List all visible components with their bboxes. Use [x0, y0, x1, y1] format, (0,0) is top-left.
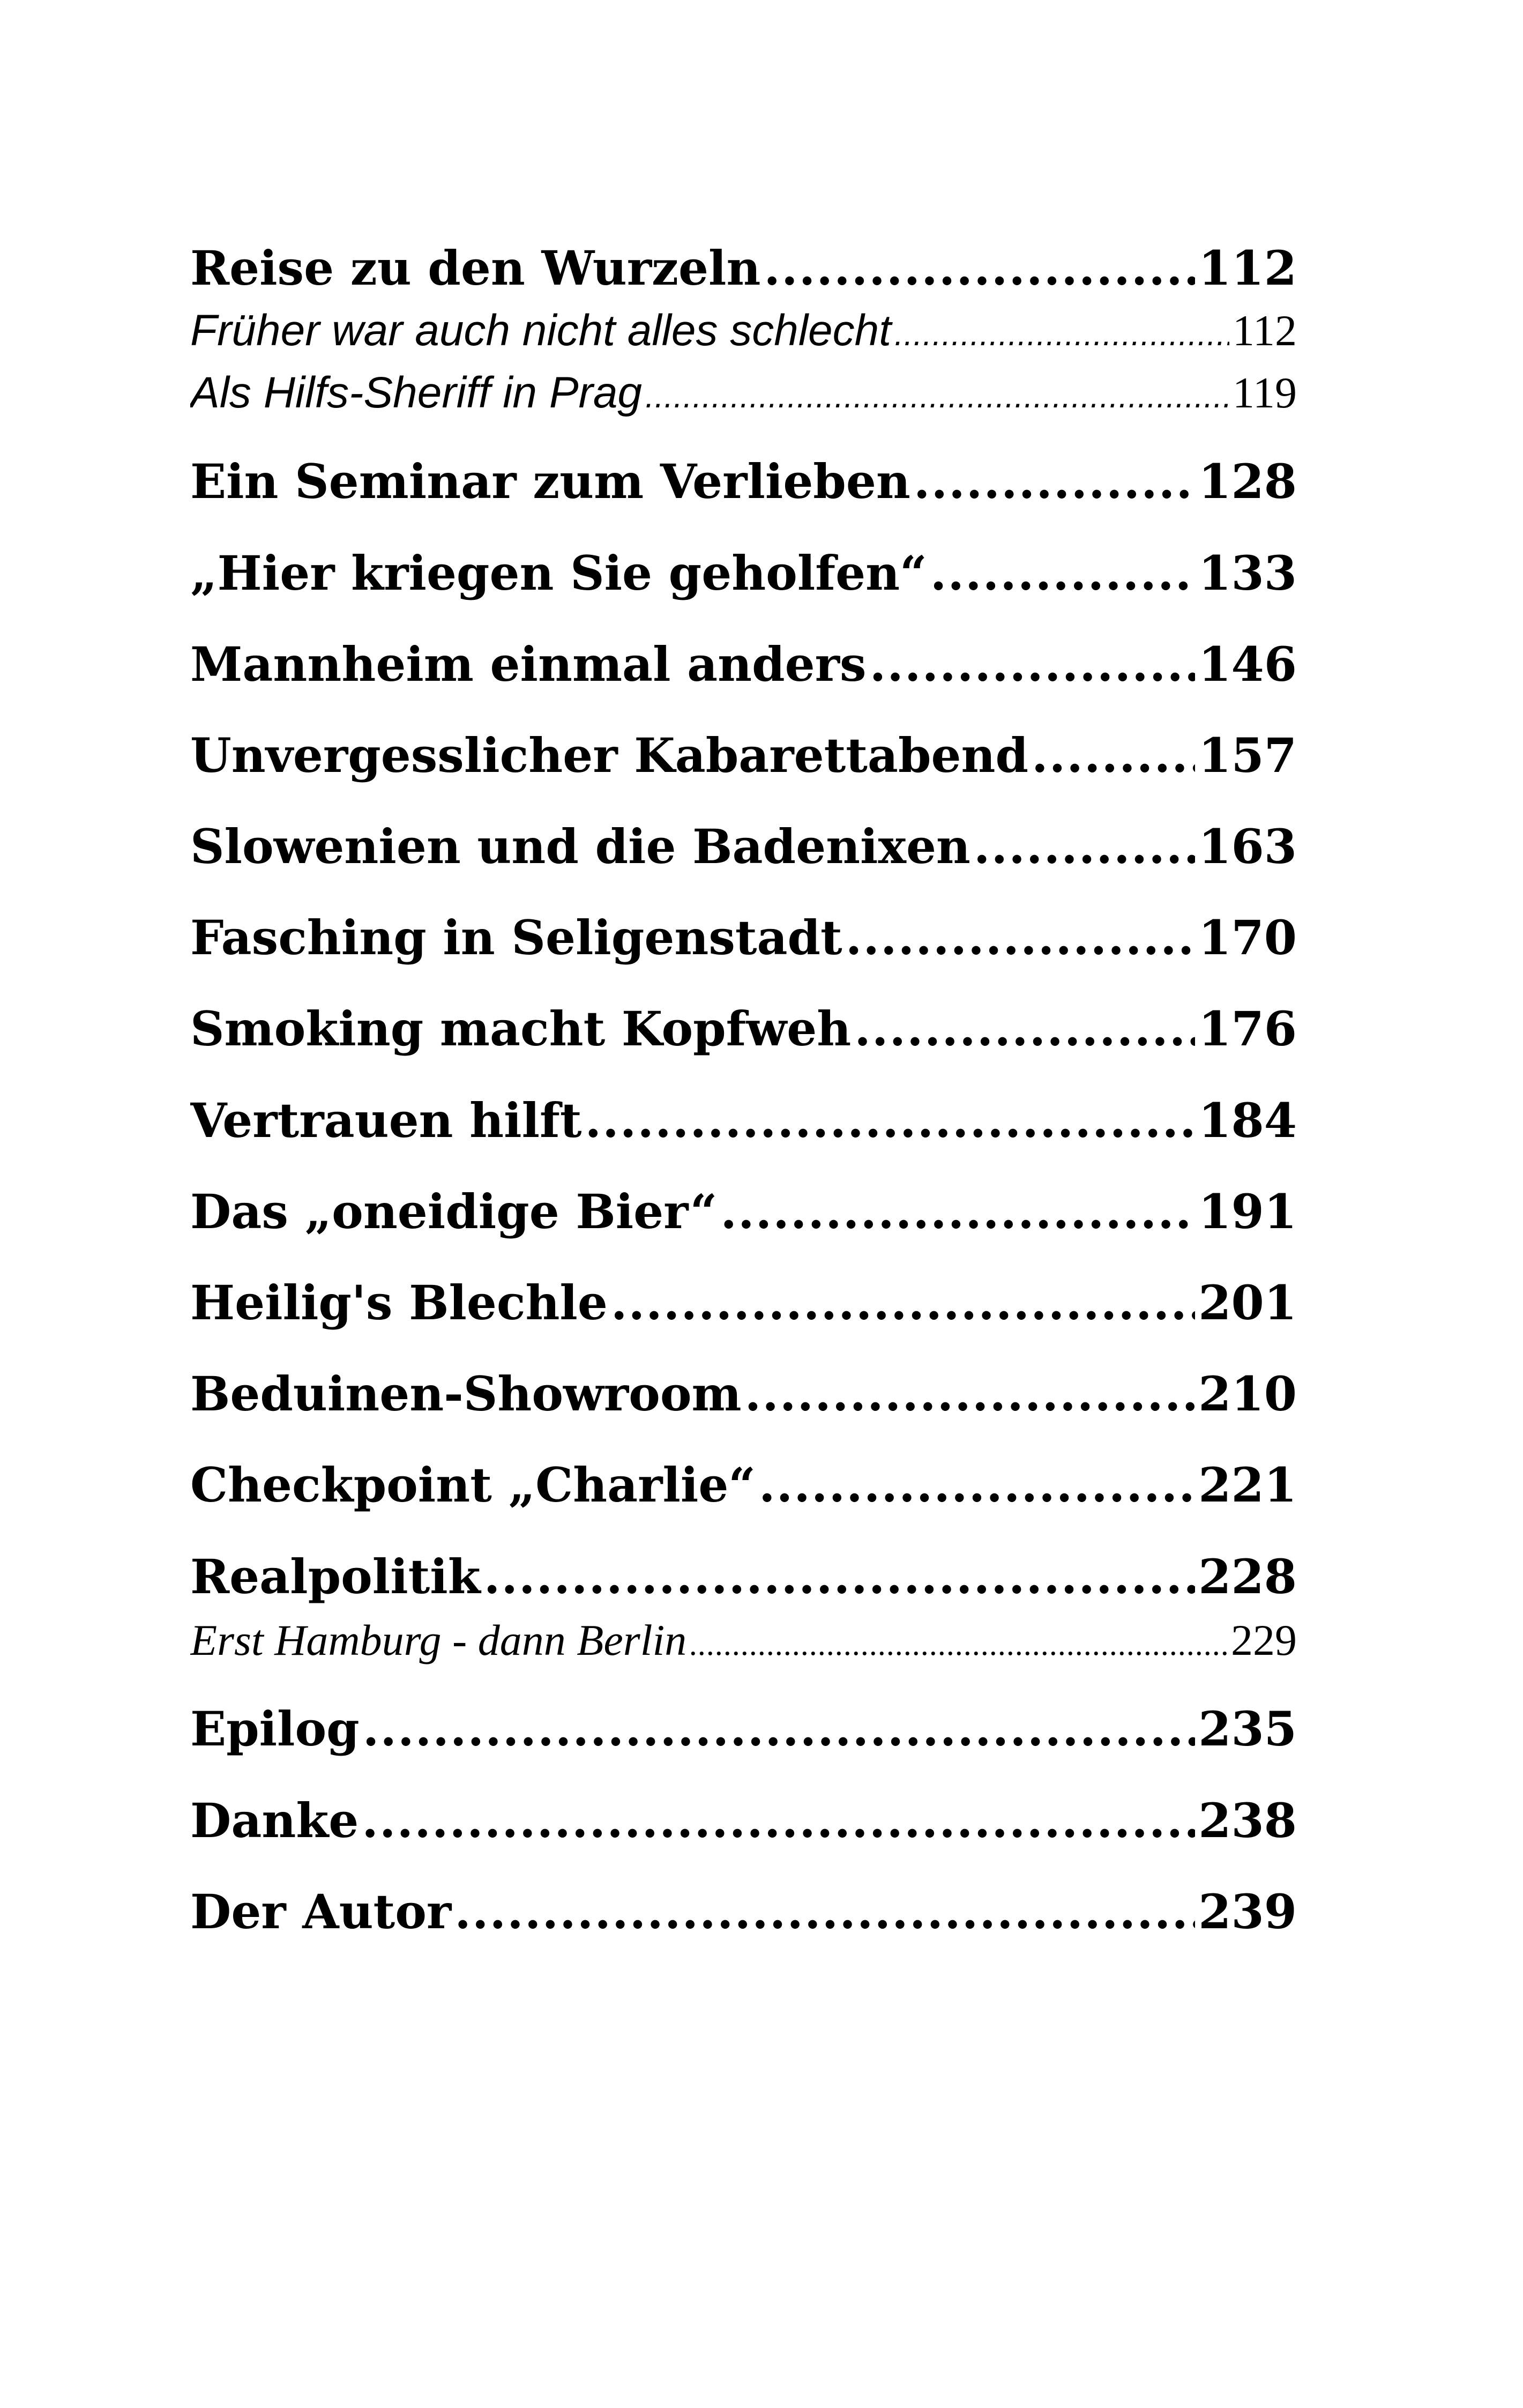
- toc-entry-page: 184: [1198, 1092, 1297, 1148]
- toc-entry-title: Checkpoint „Charlie“: [190, 1457, 756, 1513]
- toc-entry-page: 112: [1233, 306, 1297, 355]
- toc-entry[interactable]: [190, 1699, 1297, 1758]
- toc-entry-page: 170: [1198, 910, 1297, 965]
- dot-leader: [846, 908, 1196, 967]
- toc-entry-page: 201: [1198, 1275, 1297, 1331]
- dot-leader: [1032, 726, 1195, 785]
- toc-entry-title: Realpolitik: [190, 1549, 481, 1604]
- toc-entry[interactable]: [190, 1455, 1297, 1514]
- toc-entry-title: Früher war auch nicht alles schlecht: [190, 306, 892, 355]
- dot-leader: [645, 369, 1229, 421]
- toc-entry-title: Vertrauen hilft: [190, 1092, 582, 1148]
- dot-leader: [870, 635, 1196, 694]
- toc-entry-title: Beduinen-Showroom: [190, 1366, 742, 1422]
- dot-leader: [764, 239, 1195, 298]
- toc-entry-title: Der Autor: [190, 1884, 452, 1939]
- toc-entry-page: 112: [1198, 240, 1297, 296]
- toc-entry[interactable]: [190, 1091, 1297, 1150]
- dot-leader: [454, 1882, 1195, 1941]
- toc-entry-page: 235: [1198, 1701, 1297, 1757]
- toc-entry-page: 228: [1198, 1549, 1297, 1604]
- dot-leader: [585, 1091, 1196, 1150]
- toc-subentry[interactable]: [190, 1612, 1297, 1668]
- dot-leader: [759, 1455, 1195, 1514]
- toc-entry-title: Slowenien und die Badenixen: [190, 819, 970, 874]
- dot-leader: [720, 1182, 1195, 1241]
- table-of-contents: [190, 0, 1297, 2408]
- toc-entry-title: Danke: [190, 1793, 359, 1848]
- toc-entry[interactable]: [190, 1882, 1297, 1941]
- toc-entry-title: Das „oneidige Bier“: [190, 1184, 718, 1239]
- toc-entry-page: 176: [1198, 1001, 1297, 1057]
- dot-leader: [894, 307, 1229, 359]
- dot-leader: [914, 452, 1195, 511]
- toc-entry[interactable]: [190, 1791, 1297, 1850]
- dot-leader: [690, 1616, 1228, 1668]
- dot-leader: [974, 817, 1195, 876]
- toc-entry[interactable]: [190, 239, 1297, 298]
- toc-entry-title: Reise zu den Wurzeln: [190, 240, 761, 296]
- toc-entry-page: 238: [1198, 1793, 1297, 1848]
- dot-leader: [363, 1699, 1196, 1758]
- toc-entry[interactable]: [190, 1364, 1297, 1423]
- toc-entry[interactable]: [190, 1182, 1297, 1241]
- toc-entry-title: Epilog: [190, 1701, 360, 1757]
- toc-entry-title: Als Hilfs-Sheriff in Prag: [190, 368, 643, 417]
- toc-entry[interactable]: [190, 1547, 1297, 1606]
- dot-leader: [362, 1791, 1195, 1850]
- toc-subentry[interactable]: [190, 303, 1297, 359]
- toc-entry-title: Ein Seminar zum Verlieben: [190, 454, 910, 509]
- toc-entry-title: Smoking macht Kopfweh: [190, 1001, 852, 1057]
- dot-leader: [745, 1364, 1196, 1423]
- toc-entry-page: 119: [1233, 368, 1297, 417]
- toc-entry[interactable]: [190, 452, 1297, 511]
- toc-entry-page: 128: [1198, 454, 1297, 509]
- toc-entry-title: Mannheim einmal anders: [190, 636, 867, 692]
- toc-entry-page: 163: [1198, 819, 1297, 874]
- toc-entry-page: 229: [1231, 1616, 1297, 1664]
- toc-entry[interactable]: [190, 908, 1297, 967]
- dot-leader: [930, 544, 1196, 603]
- toc-entry-page: 239: [1198, 1884, 1297, 1939]
- toc-entry-page: 191: [1198, 1184, 1297, 1239]
- dot-leader: [611, 1273, 1195, 1332]
- toc-entry-title: „Hier kriegen Sie geholfen“: [190, 545, 927, 601]
- toc-entry[interactable]: [190, 999, 1297, 1058]
- toc-subentry[interactable]: [190, 365, 1297, 421]
- toc-entry[interactable]: [190, 817, 1297, 876]
- toc-entry[interactable]: [190, 544, 1297, 603]
- toc-entry-page: 133: [1198, 545, 1297, 601]
- toc-entry-title: Erst Hamburg - dann Berlin: [190, 1616, 687, 1664]
- toc-entry-title: Unvergesslicher Kabarettabend: [190, 727, 1028, 783]
- toc-entry-page: 221: [1198, 1457, 1297, 1513]
- dot-leader: [484, 1547, 1196, 1606]
- toc-entry[interactable]: [190, 1273, 1297, 1332]
- dot-leader: [854, 999, 1195, 1058]
- toc-entry[interactable]: [190, 635, 1297, 694]
- toc-entry-title: Fasching in Seligenstadt: [190, 910, 842, 965]
- toc-entry-page: 157: [1198, 727, 1297, 783]
- toc-entry-page: 210: [1198, 1366, 1297, 1422]
- toc-entry[interactable]: [190, 726, 1297, 785]
- toc-entry-page: 146: [1198, 636, 1297, 692]
- toc-entry-title: Heilig's Blechle: [190, 1275, 608, 1331]
